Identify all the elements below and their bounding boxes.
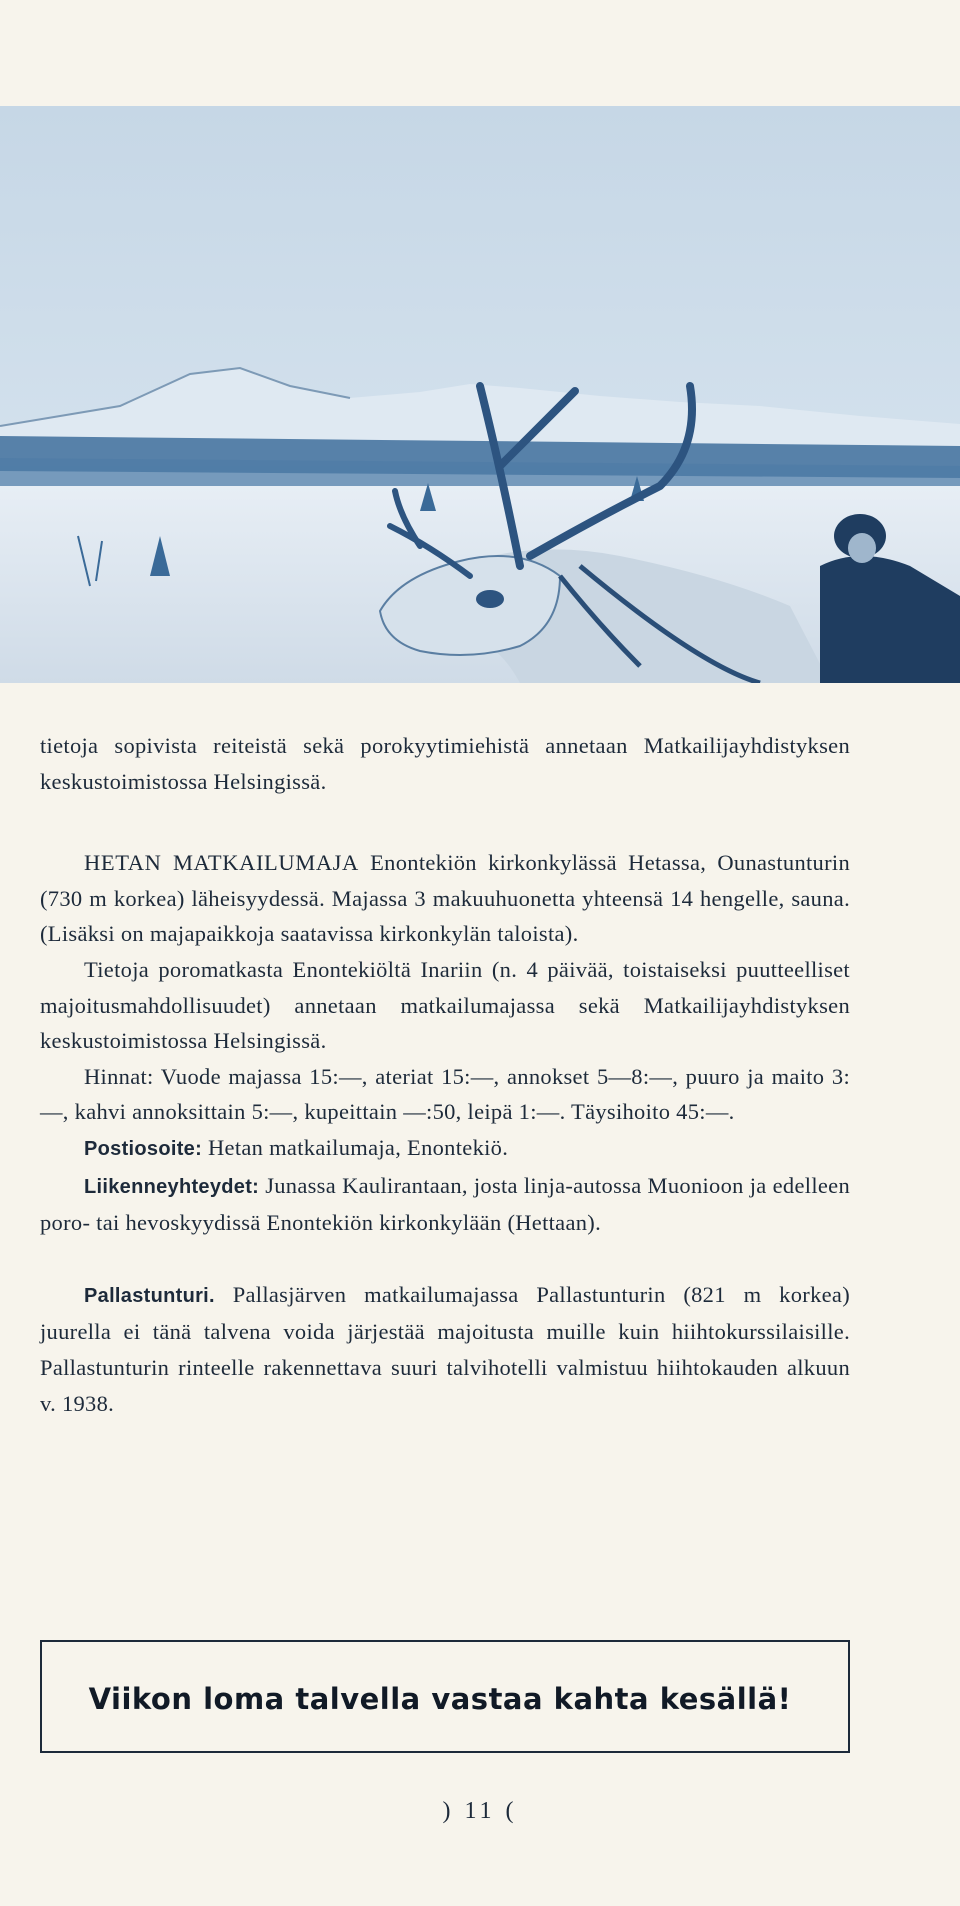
pallas-text: Pallasjärven matkailumajassa Pallastunturin (821 m korkea) juurella ei tänä talvena voida järjestää majoitusta muille kuin hiihtokurssilaisille. Pallastunturin rinteelle rakennettava suuri talvihotelli valmistuu hiihtokauden alkuun v. 1938. bbox=[40, 1281, 850, 1416]
tietoja-paragraph: Tietoja poromatkasta Enontekiöltä Inariin (n. 4 päivää, toistaiseksi puutteelliset majoitusmahdollisuudet) annetaan matkailumajassa sekä Matkailijayhdistyksen keskustoimistossa Helsingissä. bbox=[40, 956, 850, 1054]
pallas-paragraph bbox=[40, 1277, 850, 1421]
intro-paragraph: tietoja sopivista reiteistä sekä porokyytimiehistä annetaan Matkailijayhdistyksen keskustoimistossa Helsingissä. bbox=[40, 733, 850, 794]
postiosoite-label: Postiosoite: bbox=[84, 1137, 203, 1160]
hetta-heading: HETAN MATKAILUMAJA bbox=[84, 850, 359, 876]
slogan-text: Viikon loma talvella vastaa kahta kesällä! bbox=[88, 1681, 792, 1716]
hinnat-paragraph bbox=[40, 1059, 850, 1130]
hinnat-label: Hinnat: bbox=[84, 1063, 154, 1089]
page-number: ) 11 ( bbox=[442, 1798, 518, 1824]
hetta-text: Enontekiön kirkonkylässä Hetassa, Ounastunturin (730 m korkea) läheisyydessä. Majassa 3 makuuhuonetta yhteensä 14 hengelle, sauna. (Lisäksi on majapaikkoja saatavissa kirkonkylän taloista). bbox=[40, 850, 851, 947]
pallas-label: Pallastunturi. bbox=[84, 1284, 215, 1307]
liikenne-text: Junassa Kaulirantaan, josta linja-autossa Muonioon ja edelleen poro- tai hevoskyydissä Enontekiön kirkonkylään (Hettaan). bbox=[40, 1172, 850, 1236]
postiosoite-text: Hetan matkailumaja, Enontekiö. bbox=[202, 1134, 509, 1160]
reindeer-photo bbox=[0, 106, 960, 683]
hetta-paragraph bbox=[40, 845, 850, 952]
hinnat-text: Vuode majassa 15:—, ateriat 15:—, annokset 5—8:—, puuro ja maito 3:—, kahvi annoksittain 5:—, kupeittain —:50, leipä 1:—. Täysihoito 45:—. bbox=[40, 1063, 850, 1125]
article-body bbox=[40, 728, 850, 1421]
liikenne-paragraph bbox=[40, 1168, 850, 1241]
postiosoite-paragraph bbox=[40, 1130, 850, 1168]
liikenne-label: Liikenneyhteydet: bbox=[84, 1175, 260, 1198]
slogan-box bbox=[40, 1640, 850, 1753]
